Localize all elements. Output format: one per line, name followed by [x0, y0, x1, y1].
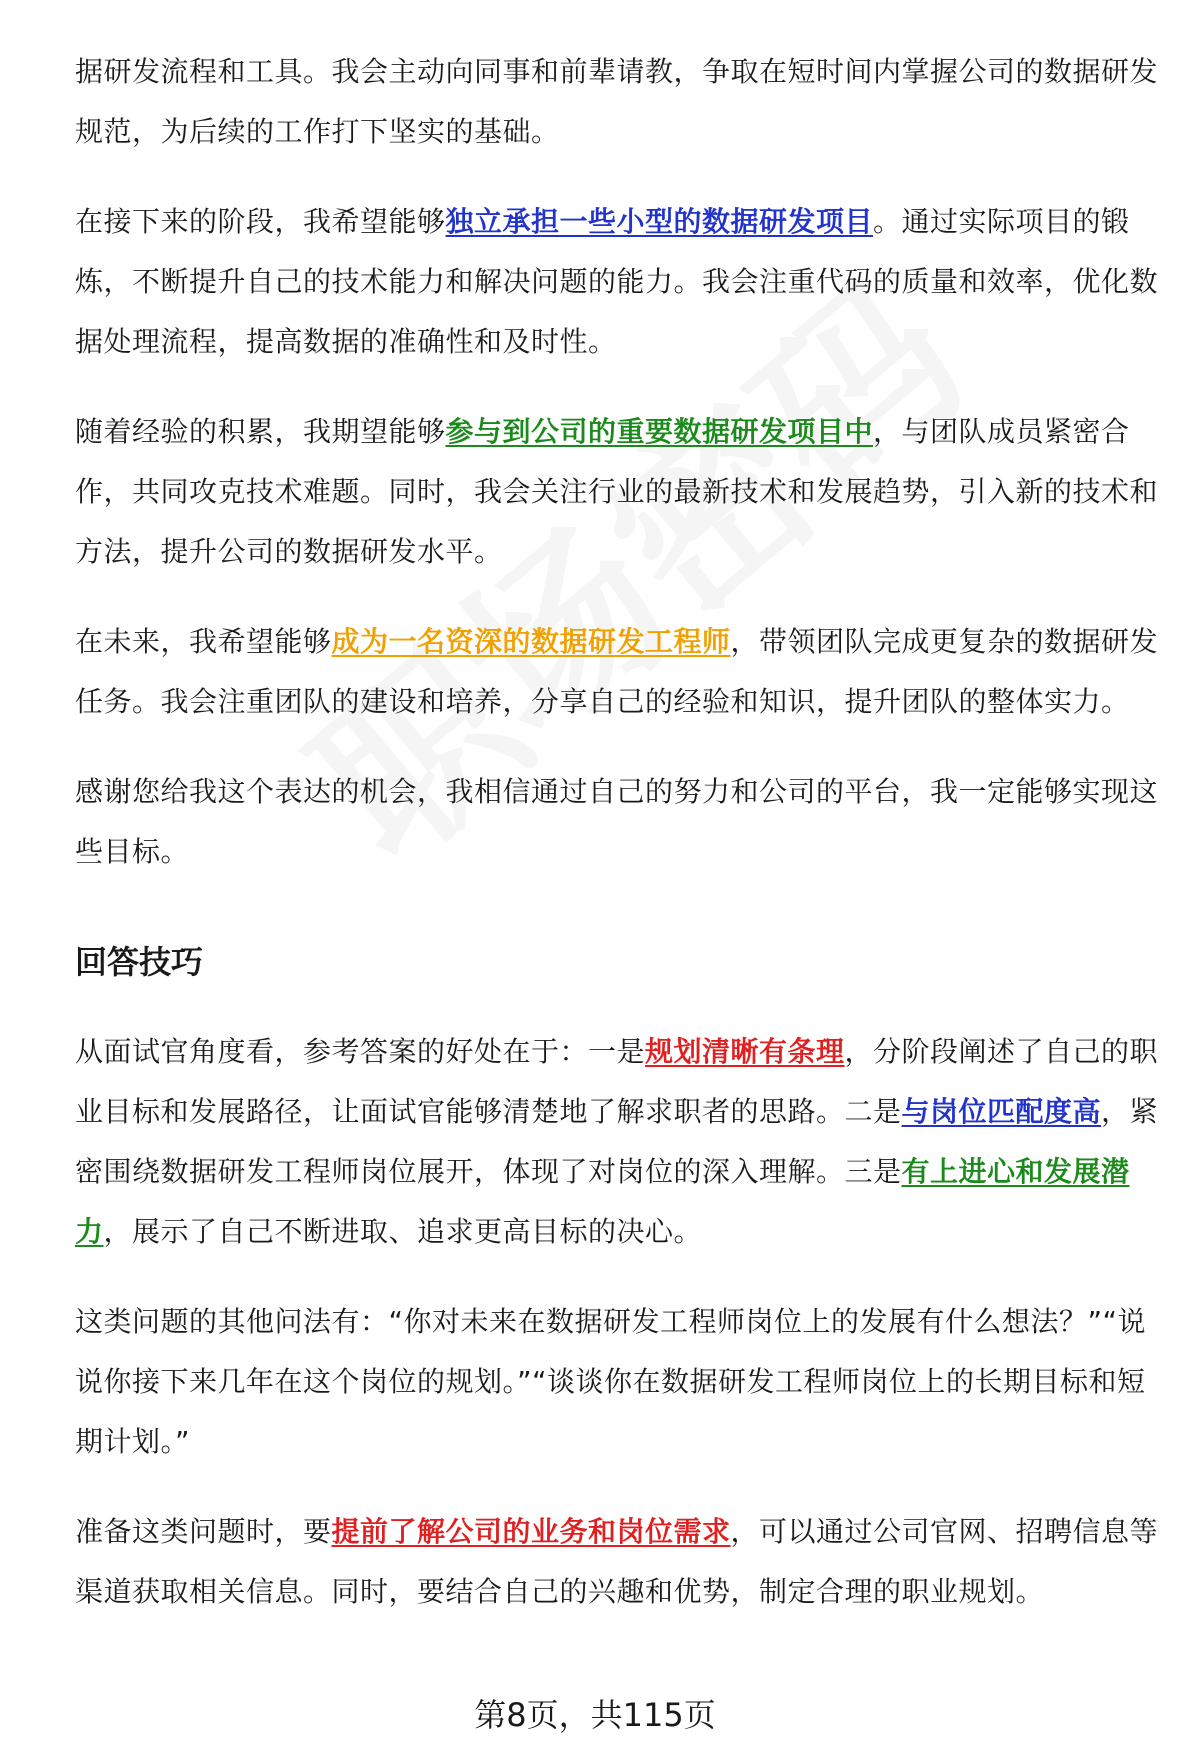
- paragraph-text: 在未来，我希望能够: [75, 625, 332, 658]
- paragraph-text: 据研发流程和工具。我会主动向同事和前辈请教，争取在短时间内掌握公司的数据研发规范，为后续的工作打下坚实的基础。: [75, 55, 1159, 148]
- paragraph-2: [75, 192, 1165, 372]
- highlight-important-projects: 参与到公司的重要数据研发项目中: [445, 415, 874, 448]
- highlight-potential: 有上进心和发展潜力: [75, 1155, 1130, 1248]
- paragraph-4: [75, 612, 1165, 732]
- page-footer: 第8页，共115页: [474, 1696, 716, 1734]
- paragraph-text: ，分阶段阐述了自己的职业目标和发展路径，让面试官能够清楚地了解求职者的思路。二是: [75, 1035, 1159, 1128]
- paragraph-text: ，可以通过公司官网、招聘信息等渠道获取相关信息。同时，要结合自己的兴趣和优势，制定合理的职业规划。: [75, 1515, 1159, 1608]
- paragraph-text: ，紧密围绕数据研发工程师岗位展开，体现了对岗位的深入理解。三是: [75, 1095, 1159, 1188]
- document-body: [75, 42, 1165, 1652]
- preparation-paragraph: [75, 1502, 1165, 1622]
- highlight-understand-company: 提前了解公司的业务和岗位需求: [331, 1515, 731, 1548]
- section-heading: 回答技巧: [75, 943, 204, 981]
- paragraph-3: [75, 402, 1165, 582]
- paragraph-text: 。通过实际项目的锻炼，不断提升自己的技术能力和解决问题的能力。我会注重代码的质量和效率，优化数据处理流程，提高数据的准确性和及时性。: [75, 205, 1159, 358]
- paragraph-text: ，展示了自己不断进取、追求更高目标的决心。: [103, 1215, 703, 1248]
- paragraph-5: [75, 762, 1165, 882]
- highlight-senior-engineer: 成为一名资深的数据研发工程师: [331, 625, 731, 658]
- tips-paragraph: [75, 1022, 1165, 1262]
- paragraph-1: [75, 42, 1165, 162]
- paragraph-text: 在接下来的阶段，我希望能够: [75, 205, 446, 238]
- other-questions-paragraph: [75, 1292, 1165, 1472]
- highlight-clear-plan: 规划清晰有条理: [645, 1035, 845, 1068]
- paragraph-text: 随着经验的积累，我期望能够: [75, 415, 446, 448]
- highlight-job-match: 与岗位匹配度高: [901, 1095, 1102, 1128]
- highlight-independent-projects: 独立承担一些小型的数据研发项目: [445, 205, 874, 238]
- paragraph-text: 这类问题的其他问法有：“你对未来在数据研发工程师岗位上的发展有什么想法？”“说说你接下来几年在这个岗位的规划。”“谈谈你在数据研发工程师岗位上的长期目标和短期计划。”: [75, 1305, 1147, 1458]
- paragraph-text: 从面试官角度看，参考答案的好处在于：一是: [75, 1035, 646, 1068]
- paragraph-text: 准备这类问题时，要: [75, 1515, 332, 1548]
- paragraph-text: ，与团队成员紧密合作，共同攻克技术难题。同时，我会关注行业的最新技术和发展趋势，引入新的技术和方法，提升公司的数据研发水平。: [75, 415, 1159, 568]
- paragraph-text: 感谢您给我这个表达的机会，我相信通过自己的努力和公司的平台，我一定能够实现这些目标。: [75, 775, 1159, 868]
- paragraph-text: ，带领团队完成更复杂的数据研发任务。我会注重团队的建设和培养，分享自己的经验和知识，提升团队的整体实力。: [75, 625, 1159, 718]
